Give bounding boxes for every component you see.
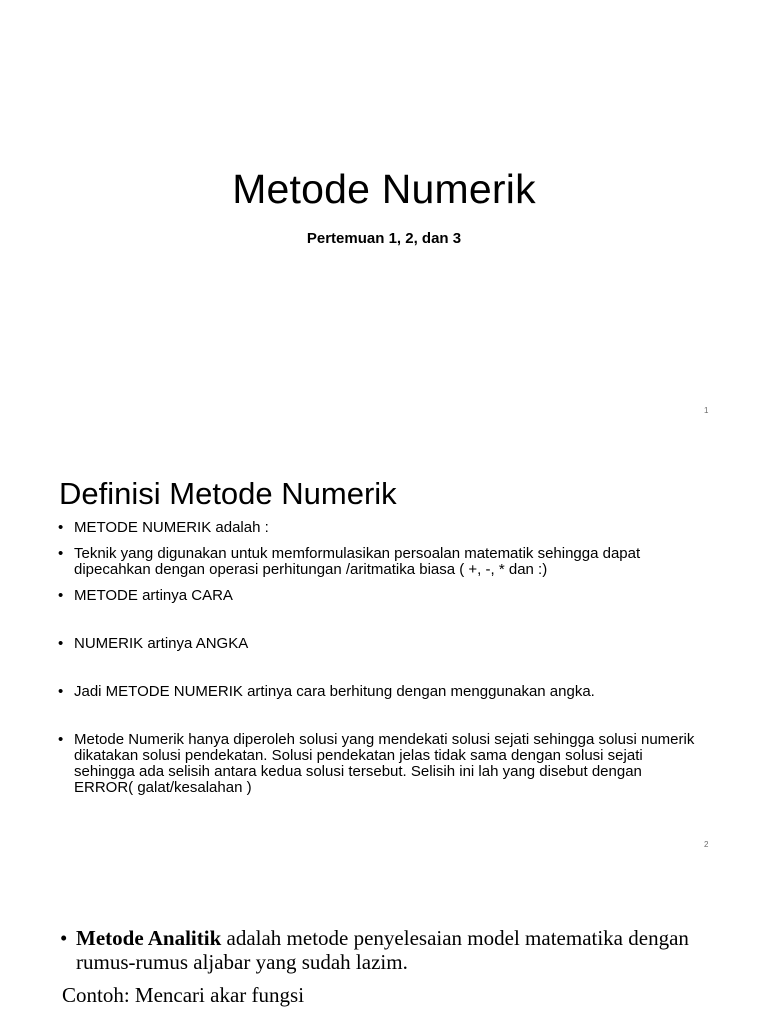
slide1-title: Metode Numerik — [232, 166, 536, 212]
slide2-page-number: 2 — [704, 840, 709, 849]
bullet-item — [58, 588, 698, 604]
definition-text: adalah metode penyelesaian model matematika dengan rumus-rumus aljabar yang sudah lazim. — [76, 926, 689, 974]
bullet-icon: • — [58, 587, 64, 604]
bullet-text: Teknik yang digunakan untuk memformulasikan persoalan matematik sehingga dapat dipecahkan dengan operasi perhitungan /aritmatika biasa ( +, -, * dan :) — [74, 545, 641, 578]
bullet-icon: • — [58, 545, 64, 562]
bullet-icon: • — [58, 519, 64, 536]
slide3-bullet — [60, 926, 720, 974]
bullet-icon: • — [58, 683, 64, 700]
slide1-page-number: 1 — [704, 406, 709, 415]
bullet-icon: • — [58, 731, 64, 748]
slide2-title: Definisi Metode Numerik — [59, 476, 397, 511]
bullet-item — [58, 546, 698, 578]
slide2-bullet-list — [58, 520, 698, 796]
bullet-text: METODE artinya CARA — [74, 587, 233, 604]
bullet-text: NUMERIK artinya ANGKA — [74, 635, 249, 652]
bullet-item — [58, 520, 698, 536]
bullet-icon: • — [60, 926, 68, 950]
bullet-text: Jadi METODE NUMERIK artinya cara berhitung dengan menggunakan angka. — [74, 683, 595, 700]
bullet-item — [58, 684, 698, 700]
bullet-item — [58, 732, 698, 796]
slide3-example: Contoh: Mencari akar fungsi — [62, 983, 305, 1007]
bullet-icon: • — [58, 635, 64, 652]
slide1-subtitle: Pertemuan 1, 2, dan 3 — [306, 230, 462, 247]
slide3-bullet-text — [60, 926, 720, 974]
bullet-item — [58, 636, 698, 652]
bold-term: Metode Analitik — [76, 926, 222, 950]
bullet-text: Metode Numerik hanya diperoleh solusi yang mendekati solusi sejati sehingga solusi numerik dikatakan solusi pendekatan. Solusi pendekatan jelas tidak sama dengan solusi sejati sehingga ada selisih antara kedua solusi tersebut. Selisih ini lah yang disebut dengan ERROR( galat/kesalahan ) — [74, 731, 695, 796]
bullet-text: METODE NUMERIK adalah : — [74, 519, 269, 536]
